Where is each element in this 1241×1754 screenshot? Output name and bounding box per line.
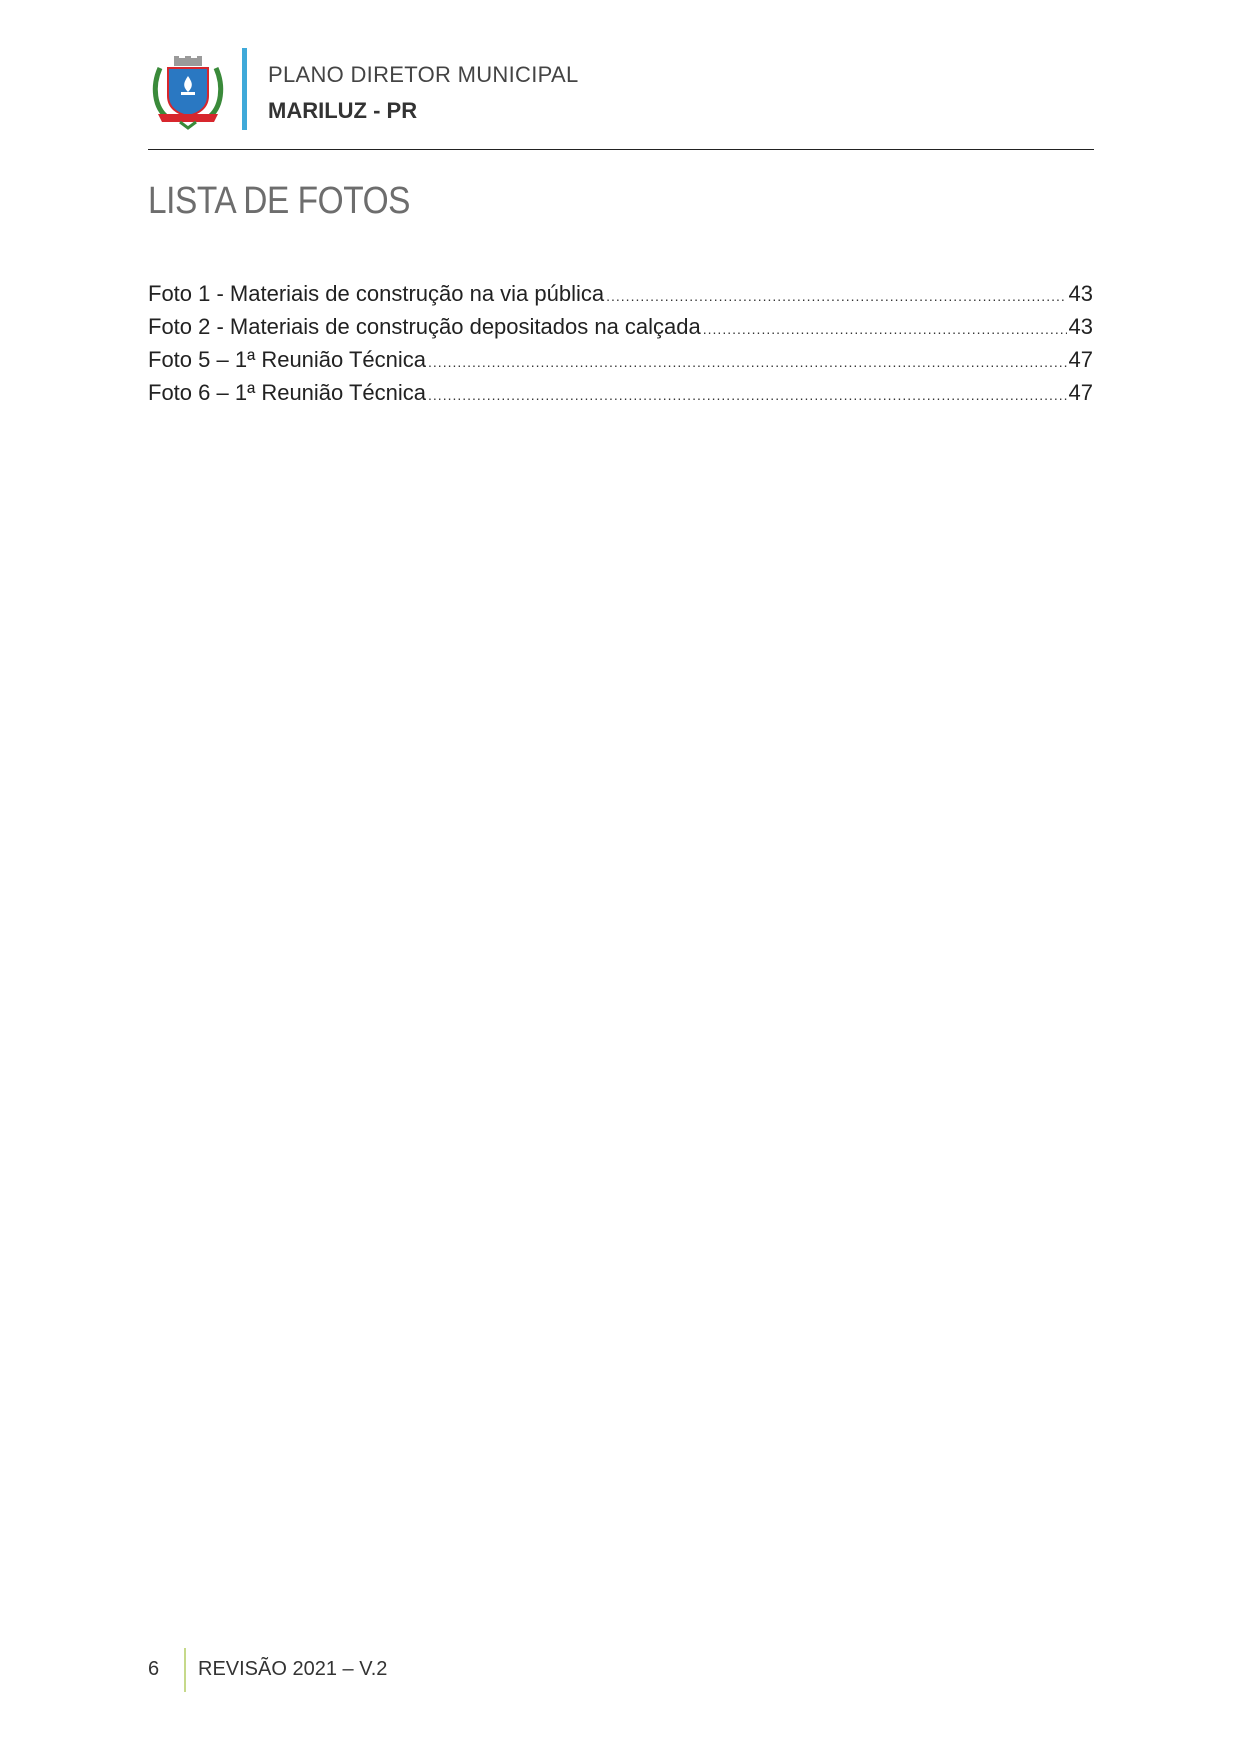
toc-leader-dots: [428, 387, 1066, 403]
page-header: [148, 48, 1094, 150]
toc-entry[interactable]: [148, 314, 1093, 347]
toc-entry-page: 47: [1068, 380, 1093, 405]
header-accent-bar: [242, 48, 247, 130]
toc-leader-dots: [703, 321, 1067, 337]
revision-label: REVISÃO 2021 – V.2: [198, 1658, 388, 1680]
toc-entry-label: Foto 2 - Materiais de construção depositados na calçada: [148, 314, 701, 339]
page-footer: [148, 1648, 548, 1692]
toc-entry[interactable]: [148, 281, 1093, 314]
page-title: LISTA DE FOTOS: [148, 180, 411, 222]
header-divider: [148, 149, 1094, 150]
toc-entry-page: 43: [1068, 281, 1093, 306]
toc-entry-label: Foto 5 – 1ª Reunião Técnica: [148, 347, 427, 372]
toc-entry[interactable]: [148, 347, 1093, 380]
toc-entry[interactable]: [148, 380, 1093, 413]
toc-leader-dots: [428, 354, 1066, 370]
municipality-name: MARILUZ - PR: [268, 98, 418, 123]
page-number: 6: [148, 1658, 160, 1680]
document-series-title: PLANO DIRETOR MUNICIPAL: [268, 62, 579, 87]
toc-entry-label: Foto 6 – 1ª Reunião Técnica: [148, 380, 427, 405]
toc-leader-dots: [606, 288, 1066, 304]
toc-entry-page: 47: [1068, 347, 1093, 372]
toc-entry-page: 43: [1068, 314, 1093, 339]
municipal-coat-of-arms-icon: [150, 56, 226, 130]
toc-entry-label: Foto 1 - Materiais de construção na via pública: [148, 281, 605, 306]
footer-accent-bar: [184, 1648, 186, 1692]
photo-list: [148, 281, 1093, 413]
